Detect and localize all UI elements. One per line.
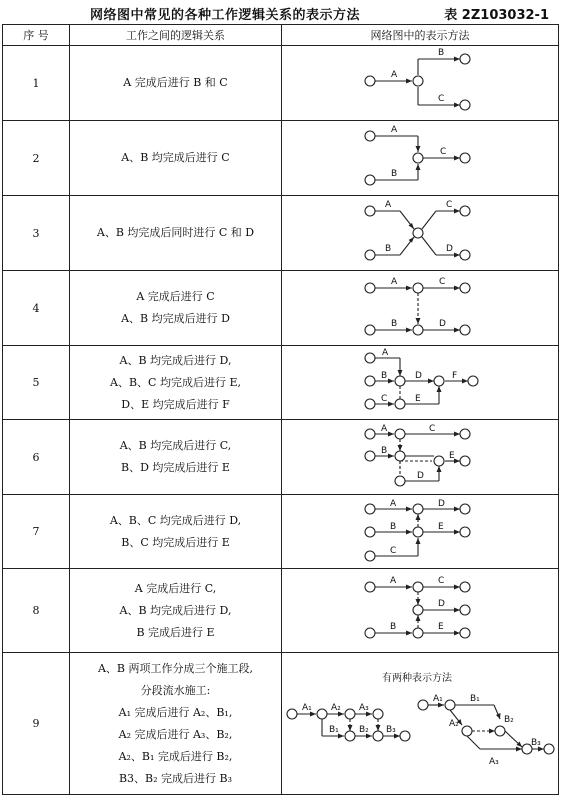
node xyxy=(395,451,405,461)
relation-line: A、B 均完成后进行 C xyxy=(121,151,230,164)
activity-label: A xyxy=(391,125,398,135)
relation-line: B、D 均完成后进行 E xyxy=(121,461,230,474)
node xyxy=(460,54,470,64)
diagram-svg xyxy=(282,122,559,194)
relation-line: D、E 均完成后进行 F xyxy=(121,397,230,411)
row-seq: 4 xyxy=(3,271,70,346)
node xyxy=(495,726,505,736)
node xyxy=(413,628,423,638)
diagram-svg xyxy=(282,347,559,419)
row-relation xyxy=(70,46,282,121)
node xyxy=(373,709,383,719)
node xyxy=(317,709,327,719)
relation-line: B、C 均完成后进行 E xyxy=(121,535,230,549)
relation-line: A₁ 完成后进行 A₂、B₁, xyxy=(118,705,233,719)
relation-line: A、B 均完成后进行 D, xyxy=(119,603,232,617)
activity-label: D xyxy=(446,244,453,254)
activity-label: B₁ xyxy=(329,724,339,735)
header-relation: 工作之间的逻辑关系 xyxy=(70,25,282,46)
row-seq: 6 xyxy=(3,420,70,495)
table-row xyxy=(3,346,559,420)
row-relation xyxy=(70,271,282,346)
relation-line: A 完成后进行 B 和 C xyxy=(123,76,228,89)
activity-label: D xyxy=(417,471,424,481)
activity-label: C xyxy=(429,424,436,434)
node xyxy=(365,76,375,86)
activity-label: A₁ xyxy=(433,693,443,704)
activity-label: B xyxy=(385,244,392,254)
node xyxy=(345,731,355,741)
table-title: 网络图中常见的各种工作逻辑关系的表示方法 xyxy=(90,8,361,23)
node xyxy=(413,504,423,514)
activity-label: E xyxy=(438,621,444,632)
network-diagram xyxy=(282,121,559,196)
diagram-note: 有两种表示方法 xyxy=(382,672,452,684)
node xyxy=(287,709,297,719)
activity-label: C xyxy=(381,393,388,404)
diagram-svg xyxy=(282,669,559,779)
node xyxy=(345,709,355,719)
activity-label: B₃ xyxy=(386,724,396,735)
network-diagram xyxy=(282,196,559,271)
relation-line: A₂、B₁ 完成后进行 B₂, xyxy=(118,749,233,763)
activity-label: C xyxy=(438,575,445,586)
network-diagram xyxy=(282,420,559,495)
node xyxy=(365,628,375,638)
activity-label: A₃ xyxy=(489,756,499,767)
node xyxy=(460,250,470,260)
table-row xyxy=(3,653,559,795)
row-relation xyxy=(70,121,282,196)
activity-label: A xyxy=(390,575,397,586)
row-seq: 3 xyxy=(3,196,70,271)
relation-line: A、B 均完成后进行 C, xyxy=(119,439,232,452)
header-seq: 序 号 xyxy=(3,25,70,46)
table-row xyxy=(3,569,559,653)
node xyxy=(395,376,405,386)
activity-label: D xyxy=(439,319,446,329)
node xyxy=(400,731,410,741)
activity-label: E xyxy=(449,451,455,461)
activity-label: C xyxy=(446,200,453,210)
logic-relations-table xyxy=(2,24,559,795)
network-diagram xyxy=(282,346,559,420)
node xyxy=(365,325,375,335)
relation-line: A、B 均完成后进行 D xyxy=(121,312,230,325)
activity-label: C xyxy=(438,94,445,104)
node xyxy=(365,451,375,461)
node xyxy=(418,700,428,710)
activity-label: B₃ xyxy=(531,737,541,748)
node xyxy=(460,504,470,514)
node xyxy=(395,399,405,409)
node xyxy=(365,250,375,260)
activity-label: B₁ xyxy=(470,693,480,704)
relation-line: A、B、C 均完成后进行 D, xyxy=(109,513,242,527)
table-number: 表 2Z103032-1 xyxy=(444,8,549,23)
activity-label: C xyxy=(439,277,446,287)
relation-line: A 完成后进行 C, xyxy=(134,581,217,595)
node xyxy=(460,283,470,293)
node xyxy=(365,206,375,216)
row-seq: 5 xyxy=(3,346,70,420)
relation-line: A、B 两项工作分成三个施工段, xyxy=(97,661,254,675)
activity-label: B xyxy=(391,169,398,179)
node xyxy=(365,175,375,185)
node xyxy=(365,504,375,514)
activity-label: B xyxy=(390,621,397,632)
activity-label: A₁ xyxy=(302,702,312,713)
node xyxy=(365,131,375,141)
node xyxy=(373,731,383,741)
node xyxy=(413,153,423,163)
node xyxy=(365,429,375,439)
activity-label: A xyxy=(381,424,388,434)
node xyxy=(460,605,470,615)
node xyxy=(434,456,444,466)
node xyxy=(365,582,375,592)
row-seq: 7 xyxy=(3,495,70,569)
row-relation xyxy=(70,196,282,271)
activity-label: B xyxy=(438,48,445,58)
row-relation xyxy=(70,495,282,569)
header-method: 网络图中的表示方法 xyxy=(282,25,559,46)
node xyxy=(365,376,375,386)
node xyxy=(413,605,423,615)
network-diagram xyxy=(282,271,559,346)
diagram-svg xyxy=(282,421,559,493)
diagram-svg xyxy=(282,197,559,269)
row-relation xyxy=(70,653,282,795)
relation-line: A、B 均完成后进行 D, xyxy=(119,353,232,367)
activity-label: A xyxy=(390,498,397,509)
activity-label: D xyxy=(415,370,422,381)
activity-label: D xyxy=(438,498,445,509)
node xyxy=(395,476,405,486)
node xyxy=(413,325,423,335)
table-row xyxy=(3,420,559,495)
table-row xyxy=(3,495,559,569)
row-relation xyxy=(70,420,282,495)
node xyxy=(460,628,470,638)
node xyxy=(365,353,375,363)
relation-line: B3、B₂ 完成后进行 B₃ xyxy=(118,771,233,785)
activity-label: A xyxy=(391,277,398,287)
node xyxy=(365,551,375,561)
activity-label: B xyxy=(381,446,388,456)
relation-line: A、B 均完成后同时进行 C 和 D xyxy=(96,226,255,239)
network-diagram xyxy=(282,569,559,653)
activity-label: C xyxy=(440,147,447,157)
activity-label: A₂ xyxy=(331,702,341,713)
node xyxy=(460,527,470,537)
table-row xyxy=(3,271,559,346)
activity-label: A₃ xyxy=(359,702,369,713)
row-relation xyxy=(70,569,282,653)
row-seq: 1 xyxy=(3,46,70,121)
activity-label: C xyxy=(390,545,397,556)
node xyxy=(365,399,375,409)
activity-label: E xyxy=(415,393,421,404)
relation-line: A₂ 完成后进行 A₃、B₂, xyxy=(118,727,233,741)
activity-label: B₂ xyxy=(504,714,514,725)
activity-label: D xyxy=(438,598,445,609)
node xyxy=(460,582,470,592)
activity-label: A₂ xyxy=(449,718,459,729)
diagram-svg xyxy=(282,571,559,651)
table-row xyxy=(3,121,559,196)
activity-label: B xyxy=(381,370,388,381)
node xyxy=(460,206,470,216)
node xyxy=(413,228,423,238)
relation-line: B 完成后进行 E xyxy=(136,625,215,639)
activity-label: A xyxy=(385,200,392,210)
node xyxy=(544,744,554,754)
diagram-svg xyxy=(282,272,559,344)
node xyxy=(445,700,455,710)
node xyxy=(468,376,478,386)
node xyxy=(462,726,472,736)
row-seq: 9 xyxy=(3,653,70,795)
relation-line: A 完成后进行 C xyxy=(136,290,215,303)
node xyxy=(460,456,470,466)
row-seq: 8 xyxy=(3,569,70,653)
node xyxy=(413,582,423,592)
activity-label: E xyxy=(438,521,444,532)
table-row xyxy=(3,46,559,121)
diagram-svg xyxy=(282,47,559,119)
network-diagram xyxy=(282,46,559,121)
node xyxy=(434,376,444,386)
network-diagram xyxy=(282,495,559,569)
node xyxy=(413,76,423,86)
row-relation xyxy=(70,346,282,420)
network-diagram xyxy=(282,653,559,795)
table-caption xyxy=(0,4,561,24)
activity-label: B₂ xyxy=(359,724,369,735)
node xyxy=(460,100,470,110)
node xyxy=(413,527,423,537)
node xyxy=(365,283,375,293)
row-seq: 2 xyxy=(3,121,70,196)
activity-label: A xyxy=(391,70,398,80)
node xyxy=(395,429,405,439)
relation-line: A、B、C 均完成后进行 E, xyxy=(110,375,241,389)
node xyxy=(413,283,423,293)
relation-line: 分段流水施工: xyxy=(140,683,211,697)
table-row xyxy=(3,196,559,271)
activity-label: B xyxy=(390,521,397,532)
activity-label: B xyxy=(391,319,398,329)
diagram-svg xyxy=(282,496,559,568)
activity-label: A xyxy=(382,347,389,358)
node xyxy=(460,325,470,335)
header-row xyxy=(3,25,559,46)
node xyxy=(460,429,470,439)
node xyxy=(460,153,470,163)
activity-label: F xyxy=(452,370,458,381)
node xyxy=(365,527,375,537)
